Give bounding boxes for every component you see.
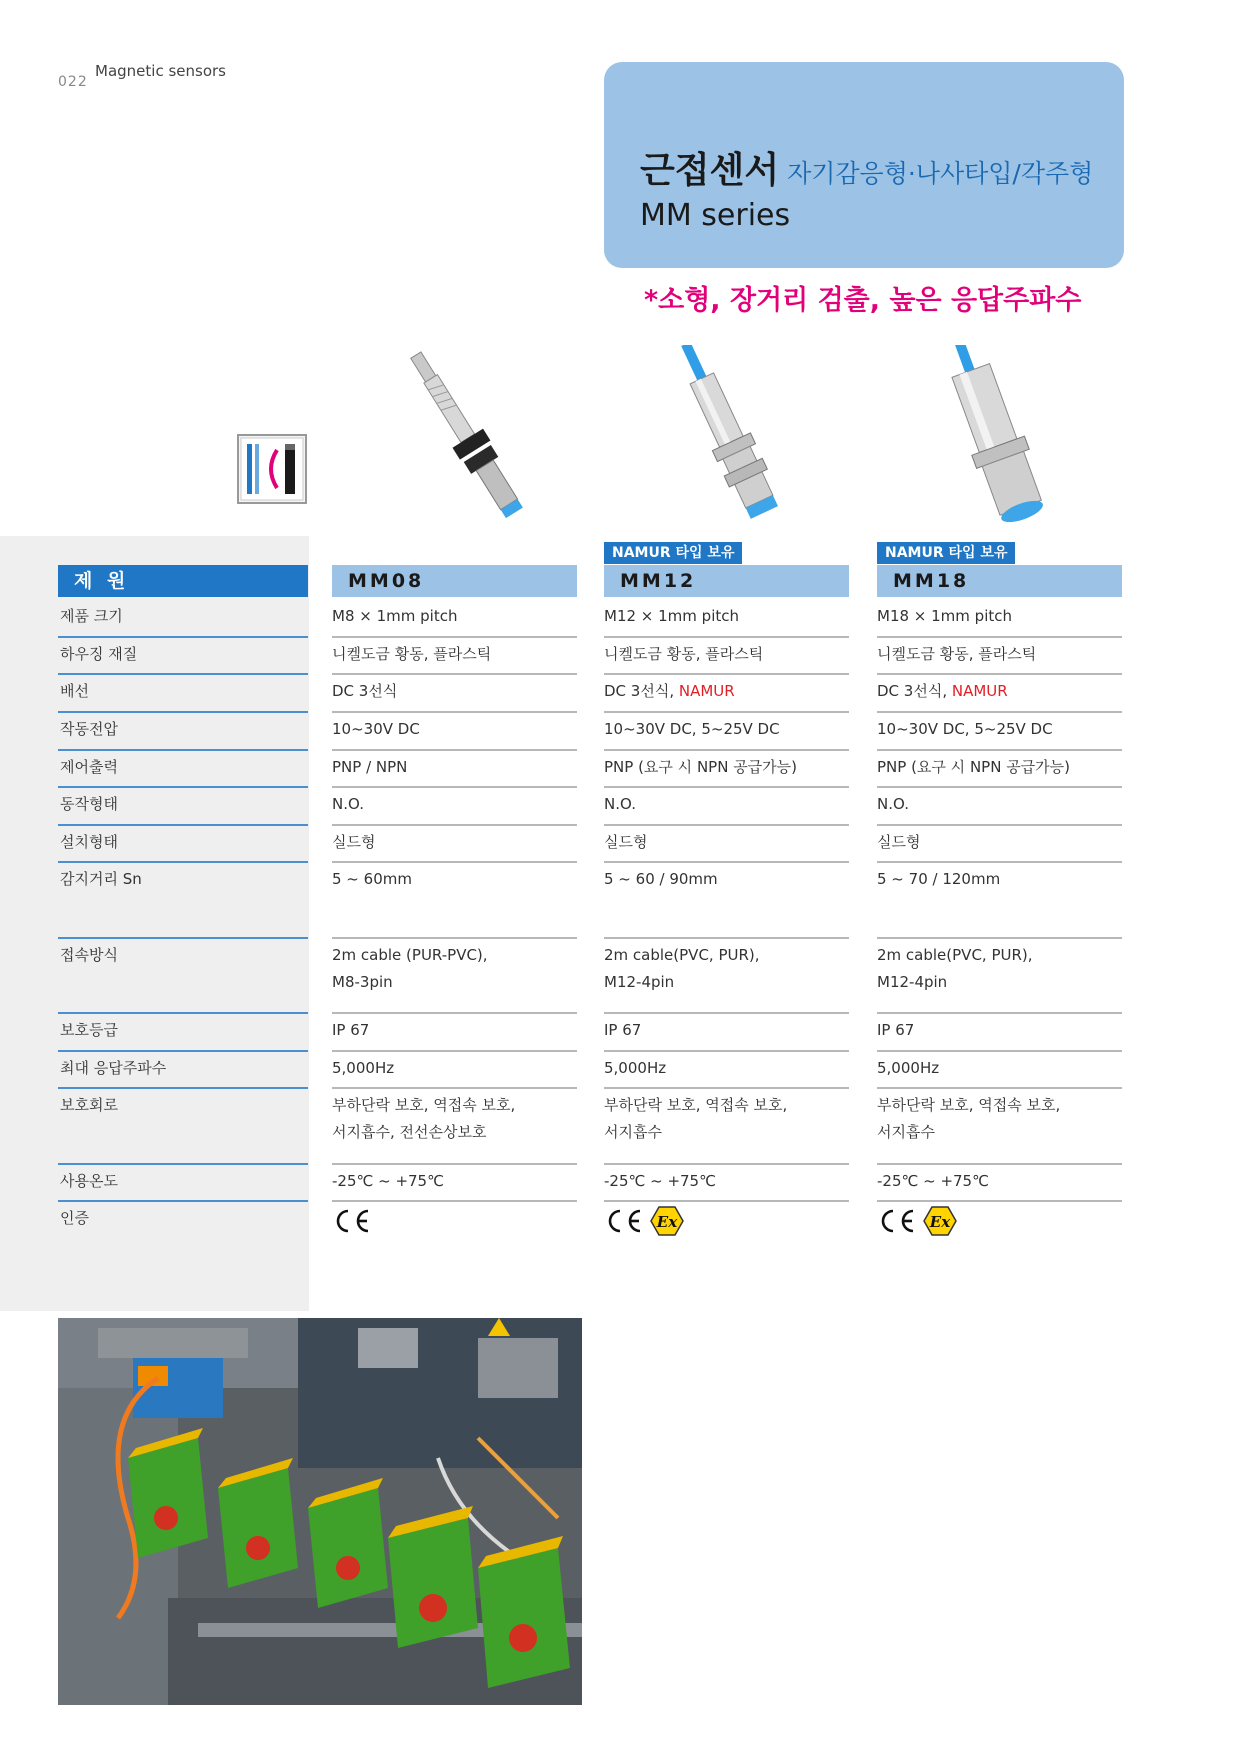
cell-mm12	[604, 1205, 849, 1237]
cell-mm12: M12 × 1mm pitch	[604, 607, 739, 625]
row-label: 배선	[60, 682, 89, 700]
spec-header-label: 제 원	[58, 565, 308, 597]
cell-line: 2m cable (PUR-PVC),	[332, 946, 488, 964]
cell-mm18	[877, 942, 1122, 996]
product-header-mm12: MM12	[604, 565, 849, 597]
cell-mm08: 5,000Hz	[332, 1059, 395, 1077]
row-label: 인증	[60, 1209, 89, 1227]
cell-mm18	[877, 1205, 1122, 1237]
series-name: MM series	[640, 198, 791, 233]
cell-line: 2m cable(PVC, PUR),	[604, 946, 760, 964]
cell-mm12: PNP (요구 시 NPN 공급가능)	[604, 758, 798, 776]
cell-mm08: 10~30V DC	[332, 720, 420, 738]
cell-line: 부하단락 보호, 역접속 보호,	[332, 1096, 516, 1114]
cell-line: 부하단락 보호, 역접속 보호,	[604, 1096, 788, 1114]
namur-badge-mm18: NAMUR 타입 보유	[877, 542, 1015, 564]
row-label: 동작형태	[60, 795, 118, 813]
cell-line: 서지흡수	[604, 1123, 662, 1141]
ce-mark-icon	[877, 1205, 917, 1237]
cell-mm08	[332, 942, 577, 996]
cell-mm12: 5 ~ 60 / 90mm	[604, 870, 718, 888]
cell-text: DC 3선식,	[604, 682, 675, 700]
cell-mm08	[332, 1205, 577, 1237]
cell-mm12: N.O.	[604, 795, 636, 813]
title-main: 근접센서	[640, 150, 780, 191]
cell-mm08	[332, 1092, 577, 1146]
category-label: Magnetic sensors	[95, 62, 226, 80]
cell-mm18	[877, 678, 1122, 705]
cell-mm08: 5 ~ 60mm	[332, 870, 412, 888]
row-label: 제품 크기	[60, 607, 123, 625]
row-label: 하우징 재질	[60, 645, 138, 663]
svg-text:Ex: Ex	[929, 1213, 950, 1231]
cell-text: DC 3선식,	[877, 682, 948, 700]
cell-mm12: IP 67	[604, 1021, 642, 1039]
cell-text: DC 3선식	[332, 682, 398, 700]
cell-mm12: 10~30V DC, 5~25V DC	[604, 720, 780, 738]
row-label: 설치형태	[60, 833, 118, 851]
page-number: 022	[58, 74, 88, 90]
cell-line: M12-4pin	[877, 973, 948, 991]
cell-mm18: 실드형	[877, 833, 921, 851]
cell-mm08: M8 × 1mm pitch	[332, 607, 458, 625]
product-header-mm18: MM18	[877, 565, 1122, 597]
cell-line: 서지흡수, 전선손상보호	[332, 1123, 487, 1141]
application-photo	[58, 1318, 582, 1705]
tagline: *소형, 장거리 검출, 높은 응답주파수	[644, 285, 1082, 316]
title-sub: 자기감응형·나사타입/각주형	[787, 159, 1094, 188]
cell-mm18	[877, 1092, 1122, 1146]
cell-line: M12-4pin	[604, 973, 675, 991]
cell-mm18: N.O.	[877, 795, 909, 813]
product-header-mm08: MM08	[332, 565, 577, 597]
row-label: 접속방식	[60, 946, 118, 964]
cell-mm18: 5 ~ 70 / 120mm	[877, 870, 1001, 888]
cell-mm18: 10~30V DC, 5~25V DC	[877, 720, 1053, 738]
cell-mm12	[604, 1092, 849, 1146]
product-image-mm08	[372, 345, 572, 545]
cell-mm12: 실드형	[604, 833, 648, 851]
cell-line: 부하단락 보호, 역접속 보호,	[877, 1096, 1061, 1114]
cell-mm08	[332, 678, 577, 705]
cell-mm08: -25℃ ~ +75℃	[332, 1172, 444, 1190]
cell-mm12: -25℃ ~ +75℃	[604, 1172, 716, 1190]
namur-text: NAMUR	[951, 682, 1008, 700]
cell-line: 2m cable(PVC, PUR),	[877, 946, 1033, 964]
namur-text: NAMUR	[678, 682, 735, 700]
cell-mm18: 5,000Hz	[877, 1059, 940, 1077]
row-label: 보호회로	[60, 1096, 118, 1114]
cell-mm12	[604, 942, 849, 996]
svg-text:Ex: Ex	[656, 1213, 677, 1231]
ex-mark-icon	[649, 1205, 685, 1237]
cell-mm12: 5,000Hz	[604, 1059, 667, 1077]
cell-mm08: 실드형	[332, 833, 376, 851]
cell-line: 서지흡수	[877, 1123, 935, 1141]
cell-mm18: PNP (요구 시 NPN 공급가능)	[877, 758, 1071, 776]
cell-mm08: IP 67	[332, 1021, 370, 1039]
cell-mm18: 니켈도금 황동, 플라스틱	[877, 645, 1037, 663]
cell-mm08: N.O.	[332, 795, 364, 813]
row-label: 제어출력	[60, 758, 118, 776]
cell-line: M8-3pin	[332, 973, 393, 991]
cell-mm18: IP 67	[877, 1021, 915, 1039]
page-title	[640, 142, 1093, 193]
cell-mm18: -25℃ ~ +75℃	[877, 1172, 989, 1190]
cell-mm12	[604, 678, 849, 705]
namur-badge-mm12: NAMUR 타입 보유	[604, 542, 742, 564]
ce-mark-icon	[332, 1205, 372, 1237]
row-label: 감지거리 Sn	[60, 870, 142, 888]
row-label: 보호등급	[60, 1021, 118, 1039]
ce-mark-icon	[604, 1205, 644, 1237]
cell-mm18: M18 × 1mm pitch	[877, 607, 1012, 625]
cell-mm08: PNP / NPN	[332, 758, 408, 776]
row-label: 작동전압	[60, 720, 118, 738]
product-image-mm18	[900, 345, 1100, 545]
row-label: 사용온도	[60, 1172, 118, 1190]
product-image-mm12	[634, 345, 834, 545]
cell-mm08: 니켈도금 황동, 플라스틱	[332, 645, 492, 663]
ex-mark-icon	[922, 1205, 958, 1237]
magnetic-sensor-icon	[237, 434, 307, 504]
cell-mm12: 니켈도금 황동, 플라스틱	[604, 645, 764, 663]
row-label: 최대 응답주파수	[60, 1059, 167, 1077]
